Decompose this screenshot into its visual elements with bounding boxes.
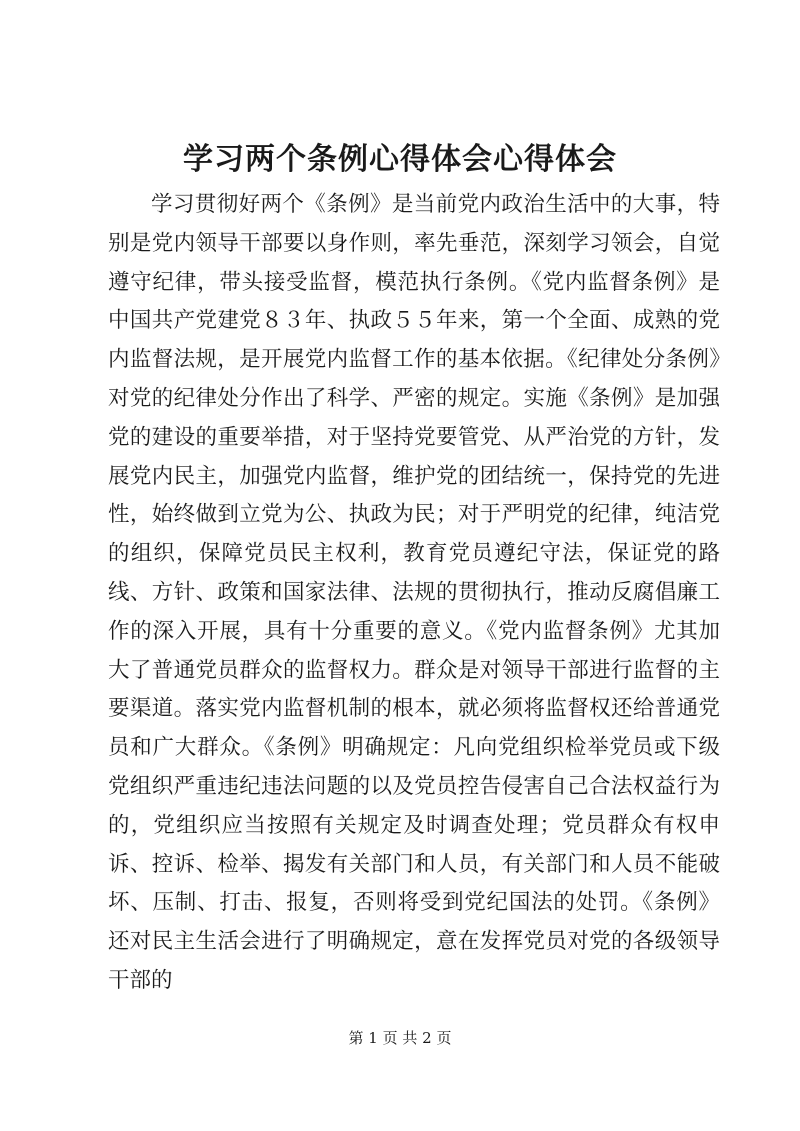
document-title: 学习两个条例心得体会心得体会 <box>183 142 617 177</box>
page-footer: 第 1 页 共 2 页 <box>348 1029 452 1047</box>
body-paragraph: 学习贯彻好两个《条例》是当前党内政治生活中的大事，特别是党内领导干部要以身作则，率先垂范，深刻学习领会，自觉遵守纪律，带头接受监督，模范执行条例。《党内监督条例》是中国共产党建党８３年、执政５５年来，第一个全面、成熟的党内监督法规，是开展党内监督工作的基本依据。《纪律处分条例》对党的纪律处分作出了科学、严密的规定。实施《条例》是加强党的建设的重要举措，对于坚持党要管党、从严治党的方针，发展党内民主，加强党内监督，维护党的团结统一，保持党的先进性，始终做到立党为公、执政为民；对于严明党的纪律，纯洁党的组织，保障党员民主权利，教育党员遵纪守法，保证党的路线、方针、政策和国家法律、法规的贯彻执行，推动反腐倡廉工作的深入开展，具有十分重要的意义。《党内监督条例》尤其加大了普通党员群众的监督权力。群众是对领导干部进行监督的主要渠道。落实党内监督机制的根本，就必须将监督权还给普通党员和广大群众。《条例》明确规定：凡向党组织检举党员或下级党组织严重违纪违法问题的以及党员控告侵害自己合法权益行为的，党组织应当按照有关规定及时调查处理；党员群众有权申诉、控诉、检举、揭发有关部门和人员，有关部门和人员不能破坏、压制、打击、报复，否则将受到党纪国法的处罚。《条例》还对民主生活会进行了明确规定，意在发挥党员对党的各级领导干部的 <box>108 192 720 993</box>
